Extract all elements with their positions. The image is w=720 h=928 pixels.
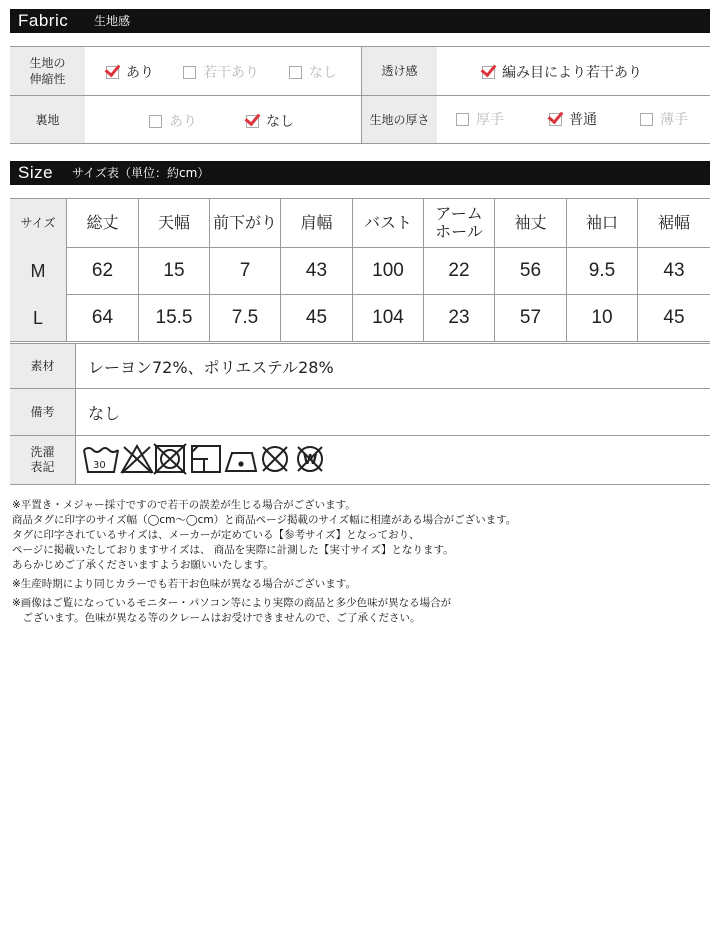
option-label: なし bbox=[309, 65, 337, 81]
stretch-option-none bbox=[289, 62, 337, 82]
checkbox-empty-icon bbox=[456, 113, 469, 126]
thickness-option-thick bbox=[456, 109, 504, 129]
note-line: ※画像はご覧になっているモニター・パソコン等により実際の商品と多少色味が異なる場合が bbox=[12, 597, 452, 609]
size-subtitle: サイズ表（単位：約cm） bbox=[72, 166, 210, 180]
fabric-header bbox=[10, 9, 710, 33]
thickness-option-thin bbox=[640, 109, 688, 129]
note-line: ページに掲載いたしておりますサイズは、 商品を実際に計測した【実寸サイズ】となります。 bbox=[12, 544, 454, 556]
table-cell: 9.5 bbox=[588, 260, 616, 281]
option-label: 普通 bbox=[569, 112, 597, 128]
sheerness-label: 透け感 bbox=[362, 47, 437, 95]
table-cell: 64 bbox=[91, 307, 114, 328]
no-tumble-dry-icon bbox=[154, 444, 186, 474]
checkbox-checked-icon bbox=[482, 66, 495, 79]
size-title: Size bbox=[18, 163, 54, 182]
sheerness-option bbox=[482, 62, 642, 82]
note-line: 商品タグに印字のサイズ幅（◯cm〜◯cm）と商品ページ掲載のサイズ幅に相違がある場合がございます。 bbox=[12, 514, 517, 526]
svg-text:W: W bbox=[303, 453, 318, 468]
header-total-length: 総丈 bbox=[86, 212, 119, 232]
no-dry-clean-icon bbox=[263, 447, 287, 471]
size-row-label-m: M bbox=[30, 260, 46, 281]
header-hem: 裾幅 bbox=[657, 212, 690, 232]
info-table bbox=[10, 344, 710, 486]
header-front-drop: 前下がり bbox=[212, 212, 277, 232]
line-dry-shade-icon bbox=[192, 446, 220, 472]
checkbox-checked-icon bbox=[106, 66, 119, 79]
table-cell: 7 bbox=[239, 260, 251, 281]
table-cell: 62 bbox=[91, 260, 114, 281]
note-line: ございます。色味が異なる等のクレームはお受けできませんので、ご了承ください。 bbox=[12, 612, 421, 624]
checkbox-empty-icon bbox=[183, 66, 196, 79]
header-neck-width: 天幅 bbox=[157, 212, 190, 232]
material-label: 素材 bbox=[10, 344, 75, 388]
thickness-label: 生地の厚さ bbox=[362, 96, 437, 143]
remarks-value: なし bbox=[88, 403, 121, 423]
lining-option-none bbox=[246, 111, 294, 131]
iron-low-icon bbox=[226, 453, 256, 471]
table-cell: 57 bbox=[519, 307, 542, 328]
option-label: 編み目により若干あり bbox=[502, 65, 642, 81]
remarks-label: 備考 bbox=[10, 389, 75, 435]
table-cell: 56 bbox=[519, 260, 542, 281]
note-line: あらかじめご了承くださいますようお願いいたします。 bbox=[12, 559, 274, 571]
checkbox-empty-icon bbox=[149, 115, 162, 128]
table-cell: 10 bbox=[591, 307, 613, 328]
table-cell: 45 bbox=[305, 307, 328, 328]
table-cell: 15.5 bbox=[155, 307, 193, 328]
header-sleeve-length: 袖丈 bbox=[514, 212, 547, 232]
table-cell: 104 bbox=[372, 307, 404, 328]
size-row-label-l: L bbox=[32, 307, 43, 328]
care-label: 洗濯 表記 bbox=[10, 436, 75, 484]
note-line: タグに印字されているサイズは、メーカーが定めている【参考サイズ】となっており、 bbox=[12, 529, 420, 541]
note-line: ※平置き・メジャー採寸ですので若干の誤差が生じる場合がございます。 bbox=[12, 499, 356, 511]
stretch-label: 生地の 伸縮性 bbox=[10, 47, 85, 95]
notes bbox=[12, 498, 516, 626]
no-bleach-icon bbox=[122, 446, 152, 473]
no-wet-clean-icon bbox=[298, 447, 322, 471]
thickness-option-normal bbox=[549, 109, 597, 129]
option-label: あり bbox=[126, 65, 154, 81]
note-line: ※生産時期により同じカラーでも若干お色味が異なる場合がございます。 bbox=[12, 578, 356, 590]
option-label: あり bbox=[169, 114, 197, 130]
size-table bbox=[10, 198, 710, 344]
table-cell: 15 bbox=[163, 260, 185, 281]
size-header bbox=[10, 161, 710, 185]
checkbox-empty-icon bbox=[289, 66, 302, 79]
svg-text:30: 30 bbox=[93, 460, 106, 471]
option-label: 若干あり bbox=[203, 65, 259, 81]
option-label: 薄手 bbox=[660, 112, 688, 128]
care-icons bbox=[82, 441, 342, 477]
stretch-option-yes bbox=[106, 62, 154, 82]
header-shoulder: 肩幅 bbox=[300, 212, 333, 232]
checkbox-checked-icon bbox=[549, 113, 562, 126]
table-cell: 7.5 bbox=[231, 307, 259, 328]
lining-option-yes bbox=[149, 111, 197, 131]
table-cell: 43 bbox=[305, 260, 328, 281]
size-header-cell: サイズ bbox=[20, 216, 56, 230]
header-armhole: アーム ホール bbox=[435, 203, 483, 241]
checkbox-empty-icon bbox=[640, 113, 653, 126]
stretch-option-slight bbox=[183, 62, 259, 82]
wash-30-icon bbox=[84, 448, 118, 472]
table-cell: 22 bbox=[448, 260, 470, 281]
header-bust: バスト bbox=[363, 212, 412, 232]
lining-label: 裏地 bbox=[10, 96, 85, 143]
fabric-table bbox=[10, 46, 710, 144]
checkbox-checked-icon bbox=[246, 115, 259, 128]
material-value: レーヨン72%、ポリエステル28% bbox=[88, 357, 334, 377]
table-cell: 45 bbox=[663, 307, 685, 328]
fabric-subtitle: 生地感 bbox=[94, 14, 131, 28]
table-cell: 100 bbox=[372, 260, 404, 281]
care-icon-strip bbox=[82, 441, 342, 477]
header-cuff: 袖口 bbox=[585, 212, 618, 232]
option-label: 厚手 bbox=[476, 112, 504, 128]
table-cell: 43 bbox=[663, 260, 685, 281]
option-label: なし bbox=[266, 114, 294, 130]
fabric-title: Fabric bbox=[18, 11, 69, 30]
table-cell: 23 bbox=[448, 307, 470, 328]
